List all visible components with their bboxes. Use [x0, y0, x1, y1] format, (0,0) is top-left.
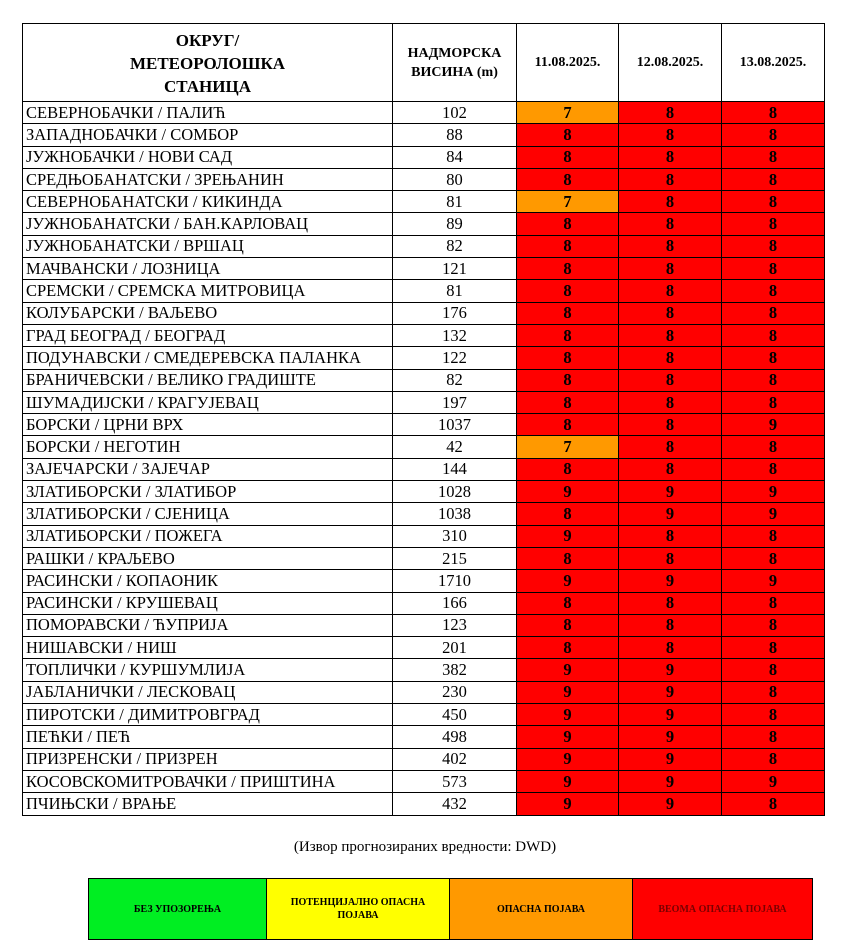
station-altitude: 122: [393, 347, 517, 369]
table-row: [23, 258, 825, 280]
altitude-column-header: НАДМОРСКА ВИСИНА (m): [393, 24, 517, 102]
station-name: БОРСКИ / ЦРНИ ВРХ: [23, 414, 393, 436]
warning-level-cell: 9: [722, 770, 825, 792]
warning-level-cell: 8: [619, 280, 722, 302]
station-altitude: 82: [393, 235, 517, 257]
station-name: ЗЛАТИБОРСКИ / ПОЖЕГА: [23, 525, 393, 547]
station-name: ЗЛАТИБОРСКИ / ЗЛАТИБОР: [23, 481, 393, 503]
warning-level-cell: 8: [517, 614, 619, 636]
warning-level-cell: 8: [619, 347, 722, 369]
station-altitude: 81: [393, 191, 517, 213]
warning-level-cell: 7: [517, 191, 619, 213]
warning-level-cell: 8: [722, 748, 825, 770]
warning-level-cell: 8: [722, 547, 825, 569]
warning-level-cell: 8: [619, 102, 722, 124]
warning-level-cell: 9: [722, 481, 825, 503]
warning-level-cell: 8: [722, 102, 825, 124]
station-name: МАЧВАНСКИ / ЛОЗНИЦА: [23, 258, 393, 280]
table-row: [23, 102, 825, 124]
table-row: [23, 659, 825, 681]
warning-level-cell: 8: [517, 324, 619, 346]
station-name: СРЕМСКИ / СРЕМСКА МИТРОВИЦА: [23, 280, 393, 302]
header-row: [23, 24, 825, 102]
warning-level-cell: 9: [619, 748, 722, 770]
warning-level-cell: 9: [517, 726, 619, 748]
warning-level-cell: 7: [517, 436, 619, 458]
warning-level-cell: 9: [619, 681, 722, 703]
warning-level-cell: 8: [619, 637, 722, 659]
warning-level-cell: 8: [517, 280, 619, 302]
table-row: [23, 570, 825, 592]
station-name: ЈУЖНОБАНАТСКИ / ВРШАЦ: [23, 235, 393, 257]
warning-level-cell: 8: [619, 458, 722, 480]
table-row: [23, 391, 825, 413]
warning-level-cell: 8: [517, 168, 619, 190]
station-name: КОСОВСКОМИТРОВАЧКИ / ПРИШТИНА: [23, 770, 393, 792]
station-altitude: 89: [393, 213, 517, 235]
warning-level-cell: 8: [517, 592, 619, 614]
station-altitude: 432: [393, 793, 517, 815]
legend-potentially-dangerous: ПОТЕНЦИЈАЛНО ОПАСНА ПОЈАВА: [267, 879, 450, 940]
table-row: [23, 748, 825, 770]
warning-level-cell: 8: [517, 258, 619, 280]
warning-level-cell: 8: [722, 146, 825, 168]
warning-level-cell: 8: [722, 213, 825, 235]
table-row: [23, 146, 825, 168]
station-name: ПЕЋКИ / ПЕЋ: [23, 726, 393, 748]
warning-level-cell: 9: [517, 704, 619, 726]
station-name: БОРСКИ / НЕГОТИН: [23, 436, 393, 458]
station-altitude: 1028: [393, 481, 517, 503]
table-row: [23, 324, 825, 346]
warning-level-cell: 8: [517, 503, 619, 525]
warning-level-cell: 8: [517, 302, 619, 324]
table-row: [23, 704, 825, 726]
warning-level-cell: 8: [722, 302, 825, 324]
warning-level-cell: 9: [619, 503, 722, 525]
table-row: [23, 280, 825, 302]
warning-level-cell: 7: [517, 102, 619, 124]
station-name: НИШАВСКИ / НИШ: [23, 637, 393, 659]
station-name: ШУМАДИЈСКИ / КРАГУЈЕВАЦ: [23, 391, 393, 413]
warning-level-cell: 8: [722, 681, 825, 703]
warning-level-cell: 9: [517, 681, 619, 703]
legend-very-dangerous: ВЕОМА ОПАСНА ПОЈАВА: [633, 879, 813, 940]
table-row: [23, 369, 825, 391]
warning-level-cell: 8: [722, 347, 825, 369]
warning-level-cell: 8: [619, 235, 722, 257]
table-row: [23, 458, 825, 480]
table-row: [23, 436, 825, 458]
table-row: [23, 525, 825, 547]
table-row: [23, 614, 825, 636]
warning-level-cell: 8: [619, 614, 722, 636]
warning-level-cell: 8: [722, 280, 825, 302]
warning-level-cell: 8: [619, 124, 722, 146]
station-name: ПЧИЊСКИ / ВРАЊЕ: [23, 793, 393, 815]
warning-level-cell: 8: [722, 258, 825, 280]
warning-level-cell: 8: [517, 637, 619, 659]
table-row: [23, 414, 825, 436]
table-row: [23, 547, 825, 569]
station-name: БРАНИЧЕВСКИ / ВЕЛИКО ГРАДИШТЕ: [23, 369, 393, 391]
warning-level-cell: 9: [619, 481, 722, 503]
station-altitude: 382: [393, 659, 517, 681]
warning-level-cell: 8: [722, 637, 825, 659]
table-row: [23, 191, 825, 213]
station-altitude: 1038: [393, 503, 517, 525]
warning-level-cell: 8: [722, 391, 825, 413]
warning-level-cell: 9: [619, 570, 722, 592]
warning-level-cell: 8: [517, 414, 619, 436]
table-row: [23, 592, 825, 614]
warning-level-cell: 8: [722, 124, 825, 146]
warning-level-cell: 9: [619, 770, 722, 792]
station-altitude: 132: [393, 324, 517, 346]
warning-level-cell: 8: [722, 614, 825, 636]
station-name: СЕВЕРНОБАНАТСКИ / КИКИНДА: [23, 191, 393, 213]
warning-level-cell: 9: [517, 570, 619, 592]
warning-level-cell: 9: [517, 525, 619, 547]
station-altitude: 197: [393, 391, 517, 413]
station-name: КОЛУБАРСКИ / ВАЉЕВО: [23, 302, 393, 324]
warning-level-cell: 8: [517, 458, 619, 480]
warning-level-cell: 8: [722, 793, 825, 815]
warning-level-cell: 9: [619, 659, 722, 681]
warning-level-cell: 8: [517, 369, 619, 391]
warning-level-cell: 9: [517, 770, 619, 792]
warning-level-cell: 8: [722, 726, 825, 748]
warning-level-cell: 8: [619, 168, 722, 190]
station-name: ЈАБЛАНИЧКИ / ЛЕСКОВАЦ: [23, 681, 393, 703]
station-altitude: 215: [393, 547, 517, 569]
station-name: ЗАПАДНОБАЧКИ / СОМБОР: [23, 124, 393, 146]
station-altitude: 121: [393, 258, 517, 280]
legend-no-warning: БЕЗ УПОЗОРЕЊА: [89, 879, 267, 940]
warning-level-cell: 8: [619, 369, 722, 391]
warning-level-cell: 8: [517, 347, 619, 369]
station-name: РАСИНСКИ / КРУШЕВАЦ: [23, 592, 393, 614]
station-altitude: 201: [393, 637, 517, 659]
station-altitude: 1710: [393, 570, 517, 592]
station-altitude: 42: [393, 436, 517, 458]
table-row: [23, 726, 825, 748]
warning-level-cell: 8: [517, 146, 619, 168]
table-row: [23, 770, 825, 792]
station-name: СЕВЕРНОБАЧКИ / ПАЛИЋ: [23, 102, 393, 124]
warning-level-cell: 8: [517, 213, 619, 235]
forecast-table-body: [23, 102, 825, 816]
cropped-header-text-remnant: [40, 0, 800, 8]
station-altitude: 402: [393, 748, 517, 770]
station-name: ПРИЗРЕНСКИ / ПРИЗРЕН: [23, 748, 393, 770]
warning-level-cell: 8: [722, 704, 825, 726]
station-altitude: 102: [393, 102, 517, 124]
station-altitude: 230: [393, 681, 517, 703]
station-altitude: 573: [393, 770, 517, 792]
warning-level-cell: 8: [722, 525, 825, 547]
warning-level-cell: 8: [722, 191, 825, 213]
table-row: [23, 168, 825, 190]
station-name: РАСИНСКИ / КОПАОНИК: [23, 570, 393, 592]
station-name: ПИРОТСКИ / ДИМИТРОВГРАД: [23, 704, 393, 726]
warning-level-cell: 8: [722, 369, 825, 391]
warning-level-cell: 8: [619, 302, 722, 324]
date-column-header: 11.08.2025.: [517, 24, 619, 102]
warning-level-cell: 8: [619, 213, 722, 235]
warning-level-cell: 8: [722, 168, 825, 190]
warning-level-cell: 8: [722, 458, 825, 480]
warning-level-cell: 8: [722, 324, 825, 346]
forecast-table: [22, 23, 825, 816]
warning-level-cell: 9: [619, 793, 722, 815]
station-name: ЈУЖНОБАНАТСКИ / БАН.КАРЛОВАЦ: [23, 213, 393, 235]
warning-level-cell: 9: [722, 503, 825, 525]
station-altitude: 84: [393, 146, 517, 168]
warning-level-cell: 8: [619, 391, 722, 413]
warning-level-cell: 9: [619, 726, 722, 748]
warning-level-cell: 9: [619, 704, 722, 726]
station-name: ЗЛАТИБОРСКИ / СЈЕНИЦА: [23, 503, 393, 525]
warning-level-cell: 8: [722, 235, 825, 257]
station-altitude: 1037: [393, 414, 517, 436]
station-name: СРЕДЊОБАНАТСКИ / ЗРЕЊАНИН: [23, 168, 393, 190]
warning-level-cell: 9: [722, 414, 825, 436]
warning-level-cell: 8: [517, 124, 619, 146]
table-row: [23, 793, 825, 815]
legend-dangerous: ОПАСНА ПОЈАВА: [450, 879, 633, 940]
warning-level-cell: 8: [722, 436, 825, 458]
station-altitude: 498: [393, 726, 517, 748]
warning-level-cell: 8: [722, 592, 825, 614]
table-row: [23, 503, 825, 525]
warning-level-cell: 9: [517, 659, 619, 681]
table-row: [23, 302, 825, 324]
date-column-header: 13.08.2025.: [722, 24, 825, 102]
table-row: [23, 637, 825, 659]
warning-level-cell: 9: [722, 570, 825, 592]
station-altitude: 176: [393, 302, 517, 324]
station-altitude: 88: [393, 124, 517, 146]
table-row: [23, 124, 825, 146]
warning-level-cell: 8: [619, 547, 722, 569]
station-altitude: 80: [393, 168, 517, 190]
warning-level-cell: 9: [517, 481, 619, 503]
table-row: [23, 681, 825, 703]
station-altitude: 82: [393, 369, 517, 391]
warning-level-cell: 8: [619, 324, 722, 346]
station-name: ЗАЈЕЧАРСКИ / ЗАЈЕЧАР: [23, 458, 393, 480]
warning-level-cell: 8: [619, 525, 722, 547]
station-name: ЈУЖНОБАЧКИ / НОВИ САД: [23, 146, 393, 168]
warning-level-cell: 8: [619, 414, 722, 436]
warning-legend: [88, 878, 813, 940]
station-name: ГРАД БЕОГРАД / БЕОГРАД: [23, 324, 393, 346]
warning-level-cell: 9: [517, 748, 619, 770]
table-row: [23, 213, 825, 235]
warning-level-cell: 8: [517, 547, 619, 569]
table-row: [23, 235, 825, 257]
warning-level-cell: 8: [619, 592, 722, 614]
source-note: (Извор прогнозираних вредности: DWD): [293, 839, 557, 855]
station-altitude: 166: [393, 592, 517, 614]
station-name: ПОДУНАВСКИ / СМЕДЕРЕВСКА ПАЛАНКА: [23, 347, 393, 369]
station-name: ПОМОРАВСКИ / ЋУПРИЈА: [23, 614, 393, 636]
warning-level-cell: 8: [517, 235, 619, 257]
station-altitude: 144: [393, 458, 517, 480]
warning-level-cell: 8: [619, 191, 722, 213]
station-column-header: ОКРУГ/ МЕТЕОРОЛОШКА СТАНИЦА: [23, 24, 393, 102]
station-name: ТОПЛИЧКИ / КУРШУМЛИЈА: [23, 659, 393, 681]
warning-level-cell: 8: [722, 659, 825, 681]
table-row: [23, 481, 825, 503]
table-row: [23, 347, 825, 369]
warning-level-cell: 8: [619, 436, 722, 458]
station-altitude: 450: [393, 704, 517, 726]
station-altitude: 81: [393, 280, 517, 302]
warning-level-cell: 8: [619, 258, 722, 280]
station-altitude: 123: [393, 614, 517, 636]
warning-level-cell: 8: [517, 391, 619, 413]
station-altitude: 310: [393, 525, 517, 547]
station-name: РАШКИ / КРАЉЕВО: [23, 547, 393, 569]
warning-level-cell: 9: [517, 793, 619, 815]
warning-level-cell: 8: [619, 146, 722, 168]
date-column-header: 12.08.2025.: [619, 24, 722, 102]
